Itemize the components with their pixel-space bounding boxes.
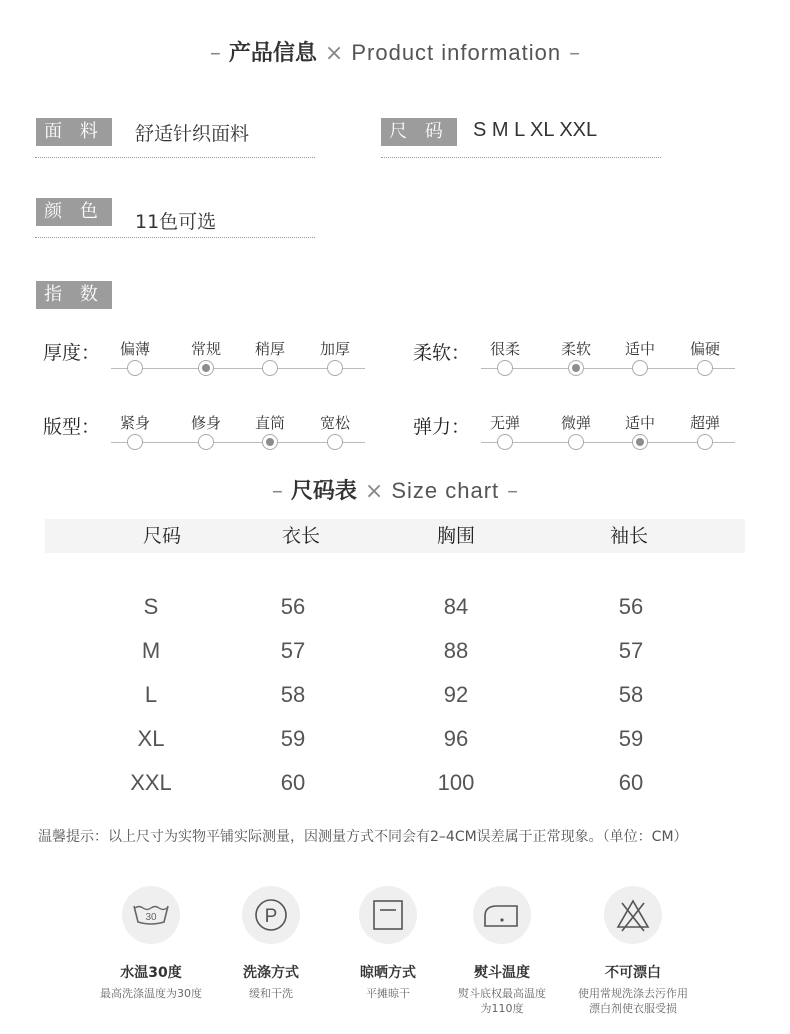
wash-30-icon-text: 30 (145, 912, 157, 923)
title-separator: × (324, 41, 344, 66)
index-option-label: 适中 (624, 340, 655, 358)
measure-cell: 56 (618, 594, 644, 619)
care-desc-line: 漂白剂使衣服受损 (589, 1002, 677, 1015)
index-dot (327, 434, 343, 450)
index-option-label: 微弹 (560, 414, 591, 432)
index-label: 版型： (43, 416, 101, 438)
index-option (110, 338, 160, 359)
care-title: 不可漂白 (605, 965, 661, 981)
size-chart-title-en: Size chart (391, 478, 500, 503)
index-label: 厚度： (43, 342, 101, 364)
index-dot (568, 434, 584, 450)
care-title: 晾晒方式 (360, 965, 416, 981)
measure-cell: 59 (280, 726, 306, 751)
care-desc-line: 为110度 (480, 1002, 524, 1015)
index-dot (198, 434, 214, 450)
title-cn: 产品信息 (228, 41, 317, 66)
measure-cell: 92 (443, 682, 469, 707)
index-dot (127, 360, 143, 376)
index-dot-selected (198, 360, 214, 376)
index-dot (497, 434, 513, 450)
index-option-label: 加厚 (319, 340, 350, 358)
title-en: Product information (351, 40, 562, 65)
index-label: 柔软： (413, 342, 471, 364)
index-option (480, 412, 530, 433)
index-option-label: 柔软 (560, 340, 591, 358)
care-item-iron (437, 886, 567, 1016)
index-row (43, 338, 373, 378)
care-item-dry-clean (206, 886, 336, 1001)
care-title: 洗涤方式 (243, 965, 299, 981)
care-desc: 平摊晾干 (366, 987, 410, 1000)
measure-cell: 60 (618, 770, 644, 795)
index-dot (697, 434, 713, 450)
index-dot (127, 434, 143, 450)
measurement-note: 温馨提示：以上尺寸为实物平铺实际测量，因测量方式不同会有2–4CM误差属于正常现象。（单位：CM） (38, 829, 688, 845)
care-desc: 最高洗涤温度为30度 (100, 987, 202, 1000)
flat-dry-icon (359, 886, 417, 944)
index-dot-selected (262, 434, 278, 450)
size-value: S M L XL XXL (473, 119, 598, 141)
size-divider (381, 157, 661, 158)
fabric-divider (35, 157, 315, 158)
measure-cell: 84 (443, 594, 469, 619)
index-option-label: 稍厚 (254, 340, 285, 358)
index-dot-selected (568, 360, 584, 376)
measure-cell: 60 (280, 770, 306, 795)
index-option-label: 适中 (624, 414, 655, 432)
index-dot (497, 360, 513, 376)
fabric-value: 舒适针织面料 (135, 123, 250, 145)
care-item-no-bleach (568, 886, 698, 1016)
care-desc-line: 使用常规洗涤去污作用 (578, 987, 688, 1000)
index-option (245, 412, 295, 433)
index-option (615, 412, 665, 433)
index-dot (697, 360, 713, 376)
fabric-tag: 面 料 (36, 118, 112, 146)
header-sleeve: 袖长 (609, 525, 648, 547)
index-dot-selected (632, 434, 648, 450)
index-tag: 指 数 (36, 281, 112, 309)
size-cell: XXL (130, 770, 172, 795)
iron-icon (473, 886, 531, 944)
size-cell: XL (137, 726, 165, 751)
measure-cell: 57 (618, 638, 644, 663)
index-option-label: 无弹 (489, 414, 520, 432)
header-chest: 胸围 (436, 525, 475, 547)
measure-cell: 88 (443, 638, 469, 663)
index-option (551, 338, 601, 359)
size-cell: L (144, 682, 158, 707)
care-desc-line: 熨斗底权最高温度 (458, 987, 546, 1000)
care-desc (437, 986, 567, 1016)
size-tag: 尺 码 (381, 118, 457, 146)
index-option-label: 偏薄 (119, 340, 150, 358)
index-dot (632, 360, 648, 376)
care-item-flat-dry (323, 886, 453, 1001)
index-row (43, 412, 373, 452)
index-option-label: 宽松 (319, 414, 350, 432)
measure-cell: 57 (280, 638, 306, 663)
dry-clean-icon (242, 886, 300, 944)
care-desc (568, 986, 698, 1016)
index-row (413, 412, 743, 452)
care-title: 熨斗温度 (474, 965, 530, 981)
index-option-label: 很柔 (489, 340, 520, 358)
index-label: 弹力： (413, 416, 471, 438)
index-option (310, 338, 360, 359)
wash-30-icon (122, 886, 180, 944)
index-option (245, 338, 295, 359)
color-value: 11色可选 (135, 211, 217, 233)
index-option (680, 412, 730, 433)
product-info-title: – 产品信息 × Product information – (209, 40, 581, 66)
measure-cell: 56 (280, 594, 306, 619)
index-row (413, 338, 743, 378)
measure-cell: 58 (280, 682, 306, 707)
index-option (680, 338, 730, 359)
index-option (110, 412, 160, 433)
header-size: 尺码 (142, 525, 181, 547)
measure-cell: 59 (618, 726, 644, 751)
index-dot (262, 360, 278, 376)
index-option (181, 338, 231, 359)
size-table-header (45, 519, 745, 553)
index-option (615, 338, 665, 359)
index-option (310, 412, 360, 433)
size-cell: S (143, 594, 159, 619)
care-title: 水温30度 (120, 965, 182, 981)
index-dot (327, 360, 343, 376)
index-option (480, 338, 530, 359)
index-option-label: 常规 (190, 340, 221, 358)
index-option (181, 412, 231, 433)
index-option-label: 紧身 (119, 414, 150, 432)
dry-clean-icon-text: P (264, 906, 278, 927)
index-option (551, 412, 601, 433)
measure-cell: 100 (437, 770, 475, 795)
index-option-label: 偏硬 (689, 340, 720, 358)
size-chart-title-cn: 尺码表 (290, 479, 357, 504)
color-tag: 颜 色 (36, 198, 112, 226)
size-chart-separator: × (364, 479, 384, 504)
index-option-label: 直筒 (254, 414, 285, 432)
header-length: 衣长 (281, 525, 320, 547)
measure-cell: 58 (618, 682, 644, 707)
care-desc: 缓和干洗 (249, 987, 293, 1000)
measure-cell: 96 (443, 726, 469, 751)
no-bleach-icon (604, 886, 662, 944)
size-chart-title: – 尺码表 × Size chart – (271, 478, 519, 504)
color-divider (35, 237, 315, 238)
size-cell: M (141, 638, 161, 663)
index-option-label: 超弹 (689, 414, 720, 432)
index-option-label: 修身 (190, 414, 221, 432)
care-item-wash (86, 886, 216, 1001)
